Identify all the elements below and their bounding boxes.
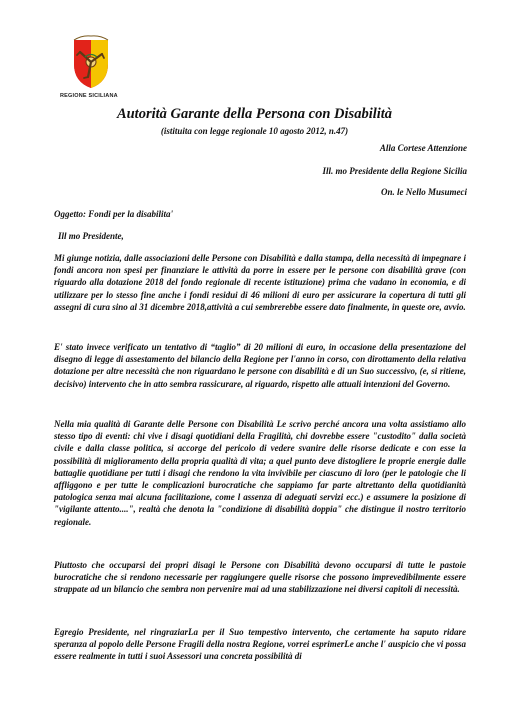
paragraph-5: Egregio Presidente, nel ringraziarLa per il Suo tempestivo intervento, che certamente ha saputo ridare speranza al popolo delle Persone Fragili della nostra Regione, vorrei esprimerLe anche l' auspicio che vi possa essere realmente in tutti i suoi Assessori una concreta possibilità di (54, 627, 466, 662)
regione-siciliana-logo (60, 30, 122, 92)
authority-title: Autorità Garante della Persona con Disabilità (116, 106, 393, 122)
authority-subtitle: (istituita con legge regionale 10 agosto 2012, n.47) (160, 126, 349, 136)
addressee-line-2: Ill. mo Presidente della Regione Sicilia (322, 166, 467, 176)
logo-caption: REGIONE SICILIANA (60, 93, 118, 99)
paragraph-3: Nella mia qualità di Garante delle Persone con Disabilità Le scrivo perché ancora una volta assistiamo allo stesso tipo di eventi: chi vive i disagi quotidiani della Fragilità, chi dovrebbe essere "custodito" dalla società civile e dalla classe politica, si accorge del pericolo di vedere svanire delle risorse dedicate e con esse la possibilità di miglioramento della propria qualità di vita; a quel punto deve distogliere le proprie energie dalle battaglie quotidiane per tutti i disagi che rendono la vita invivibile per ciascuno di loro (per le patologie che li affliggono e per tutte le complicazioni burocratiche che sappiamo far parte altrettanto della quotidianità patologica senza mai alcuna facilitazione, come l assenza di adeguati servizi ecc.) e assumere la posizione di "vigilante attento....", realtà che denota la "condizione di disabilità doppia" che distingue il nostro territorio regionale. (54, 419, 466, 527)
subject-line: Oggetto: Fondi per la disabilita' (54, 209, 174, 219)
addressee-line-3: On. le Nello Musumeci (380, 187, 467, 197)
addressee-line-1: Alla Cortese Attenzione (379, 143, 467, 153)
paragraph-4: Piuttosto che occuparsi dei propri disagi le Persone con Disabilità devono occuparsi di tutte le pastoie burocratiche che si rendono necessarie per raggiungere quelle risorse che possono imprevedibilmente essere strappate ad un bilancio che sembra non pervenire mai ad una stabilizzazione nei diversi capitoli di necessità. (54, 560, 466, 595)
salutation: Ill mo Presidente, (58, 231, 124, 241)
paragraph-2: E' stato invece verificato un tentativo di “taglio” di 20 milioni di euro, in occasione della presentazione del disegno di legge di assestamento del bilancio della Regione per l'anno in corso, con dirottamento della relativa dotazione per altre necessità che non riguardano le persone con disabilità e di un Suo successivo, (e, si ritiene, decisivo) intervento che in atto sembra rassicurare, al riguardo, rispetto alle attuali intenzioni del Governo. (54, 342, 466, 389)
paragraph-1: Mi giunge notizia, dalle associazioni delle Persone con Disabilità e dalla stampa, della necessità di impegnare i fondi ancora non spesi per finanziare le attività da porre in essere per le persone con disabilità grave (con riguardo alla dotazione 2018 del fondo regionale di recente istituzione) prima che vadano in economia, e di utilizzare per lo stesso fine anche i fondi residui di 46 milioni di euro per assicurare la copertura di tutti gli assegni di cura sino al 31 dicembre 2018,attività a cui sembrerebbe essere dato finalmente, in queste ore, avvio. (54, 253, 466, 312)
